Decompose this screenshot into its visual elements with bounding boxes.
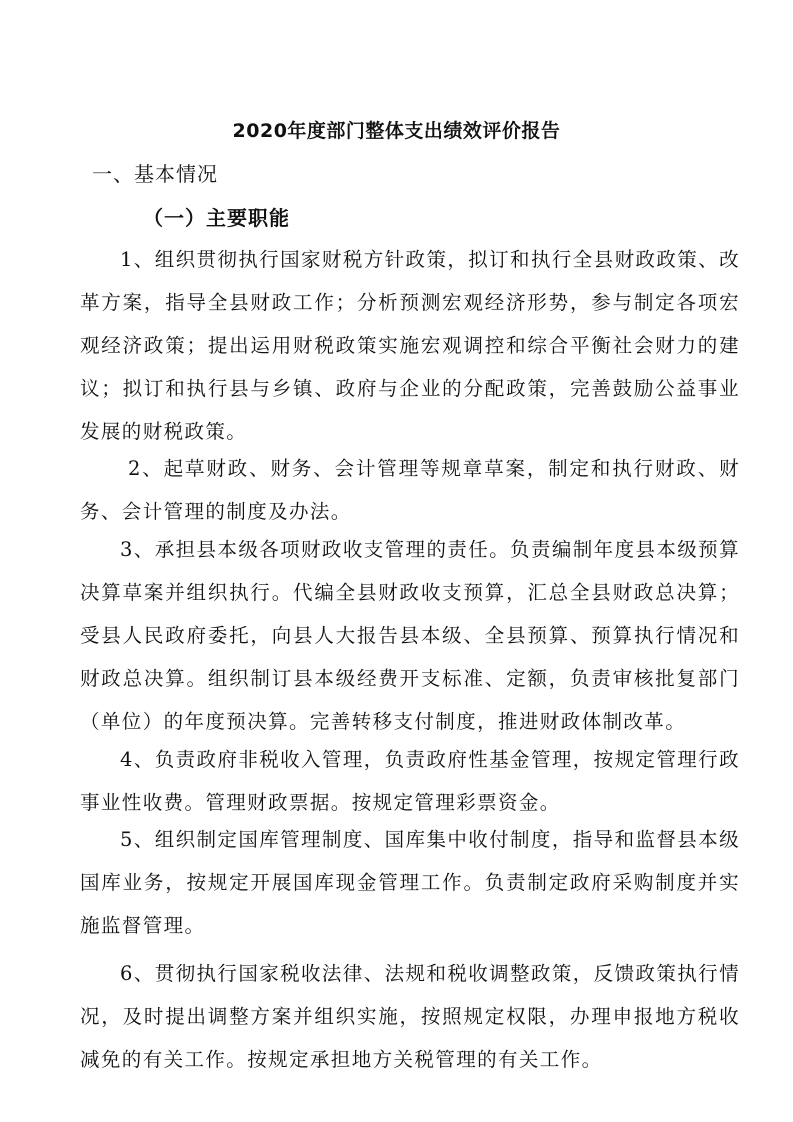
- paragraph-duty-6: 6、贯彻执行国家税收法律、法规和税收调整政策，反馈政策执行情况，及时提出调整方案并组织实施，按照规定权限，办理申报地方税收减免的有关工作。按规定承担地方关税管理的有关工作。: [80, 962, 740, 1071]
- paragraph-duty-3: 3、承担县本级各项财政收支管理的责任。负责编制年度县本级预算决算草案并组织执行。代编全县财政收支预算，汇总全县财政总决算；受县人民政府委托，向县人大报告县本级、全县预算、预算执行情况和财政总决算。组织制订县本级经费开支标准、定额，负责审核批复部门（单位）的年度预决算。完善转移支付制度，推进财政体制改革。: [80, 538, 740, 733]
- document-title: 2020年度部门整体支出绩效评价报告: [232, 120, 561, 142]
- subsection-heading: （一）主要职能: [143, 206, 290, 230]
- paragraph-duty-1: 1、组织贯彻执行国家财税方针政策，拟订和执行全县财政政策、改革方案，指导全县财政工作；分析预测宏观经济形势，参与制定各项宏观经济政策；提出运用财税政策实施宏观调控和综合平衡社会财力的建议；拟订和执行县与乡镇、政府与企业的分配政策，完善鼓励公益事业发展的财税政策。: [80, 248, 740, 443]
- section-heading: 一、基本情况: [92, 162, 218, 186]
- paragraph-duty-4: 4、负责政府非税收入管理，负责政府性基金管理，按规定管理行政事业性收费。管理财政票据。按规定管理彩票资金。: [80, 748, 740, 814]
- paragraph-duty-2: 2、起草财政、财务、会计管理等规章草案，制定和执行财政、财务、会计管理的制度及办法。: [80, 457, 740, 523]
- paragraph-duty-5: 5、组织制定国库管理制度、国库集中收付制度，指导和监督县本级国库业务，按规定开展国库现金管理工作。负责制定政府采购制度并实施监督管理。: [80, 828, 740, 937]
